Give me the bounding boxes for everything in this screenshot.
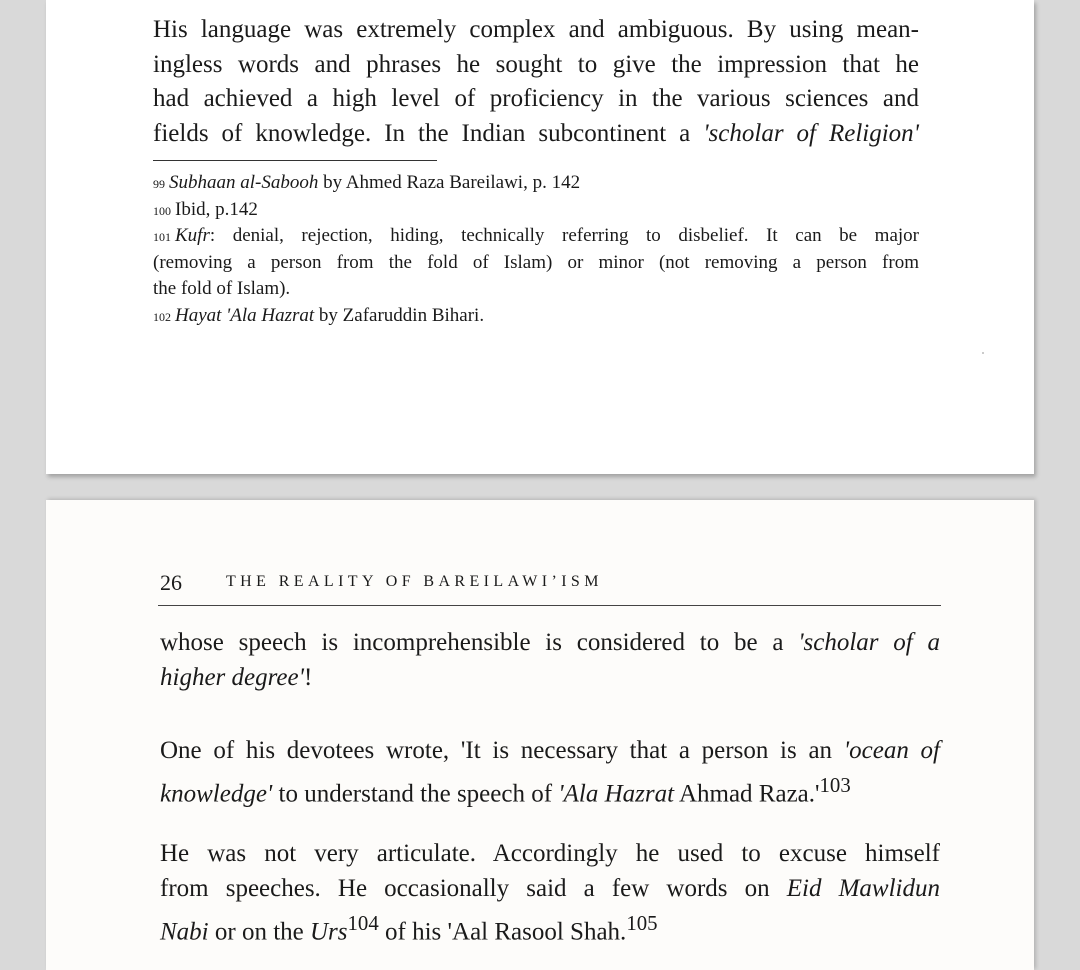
paragraph-2-line-2	[160, 768, 940, 811]
footnote-102	[153, 303, 919, 330]
paragraph-text: Ahmad Raza.'	[674, 780, 820, 808]
paragraph-2-line-1	[160, 733, 940, 768]
paragraph-text: whose speech is incomprehensible is considered to be a	[160, 629, 799, 656]
ala-hazrat-phrase: 'Ala Hazrat	[558, 780, 675, 808]
footnote-101	[153, 223, 919, 303]
paragraph-text: from speeches. He occasionally said a few words on	[160, 875, 787, 902]
top-paragraph-line-2: ingless words and phrases he sought to give the impression that he	[153, 50, 919, 78]
scholar-of-a-higher-degree-phrase: 'scholar of a	[798, 629, 940, 656]
knowledge-phrase: knowledge'	[160, 780, 273, 808]
paragraph-text: to understand the speech of	[272, 780, 559, 808]
footnote-ref-105: 105	[626, 911, 658, 935]
footnote-title: Hayat 'Ala Hazrat	[175, 304, 315, 326]
top-paragraph	[153, 13, 919, 151]
higher-degree-phrase: higher degree'	[160, 664, 304, 691]
footnote-ref-103: 103	[819, 773, 851, 797]
page-top	[46, 0, 1034, 474]
page-speck	[982, 352, 984, 354]
running-title: THE REALITY OF BAREILAWI’ISM	[226, 573, 603, 590]
urs-phrase: Urs	[310, 918, 348, 946]
paragraph-text: One of his devotees wrote, 'It is necessary that a person is an	[160, 737, 844, 764]
top-paragraph-line-1: His language was extremely complex and ambiguous. By using mean-	[153, 16, 919, 43]
footnote-100	[153, 197, 919, 224]
paragraph-3-line-2	[160, 871, 940, 906]
scholar-of-religion-phrase: 'scholar of Religion'	[703, 119, 919, 147]
ocean-of-phrase: 'ocean of	[843, 737, 940, 764]
footnote-101-line-2: (removing a person from the fold of Islam) or minor (not removing a person from	[153, 251, 919, 273]
page-number: 26	[160, 570, 182, 595]
footnote-number: 100	[153, 203, 171, 218]
footnote-title: Subhaan al-Sabooh	[169, 172, 319, 193]
top-paragraph-line-4-text: fields of knowledge. In the Indian subcontinent a	[153, 119, 704, 147]
footnote-text: Ibid, p.142	[175, 198, 258, 220]
eid-mawlidun-phrase: Eid Mawlidun	[786, 875, 941, 902]
footnote-number: 99	[153, 177, 165, 191]
page-bottom	[46, 500, 1034, 970]
paragraph-3-line-3	[160, 906, 940, 949]
footnote-number: 101	[153, 230, 171, 244]
footnote-101-line-1	[153, 223, 919, 250]
running-head-rule	[158, 605, 941, 606]
paragraph-1	[160, 625, 940, 695]
footnote-text: by Ahmed Raza Bareilawi, p. 142	[318, 172, 581, 193]
paragraph-2	[160, 733, 940, 811]
paragraph-1-line-1	[160, 625, 940, 660]
paragraph-3-line-1: He was not very articulate. Accordingly he used to excuse himself	[160, 840, 940, 867]
top-paragraph-line-3: had achieved a high level of proficiency in the various sciences and	[153, 85, 919, 112]
footnote-term: Kufr	[175, 225, 210, 246]
footnote-101-line-3: the fold of Islam).	[153, 278, 291, 299]
footnote-ref-104: 104	[347, 911, 379, 935]
running-head	[160, 570, 940, 604]
top-paragraph-line-4	[153, 117, 919, 152]
footnote-number: 102	[153, 309, 171, 324]
footnotes	[153, 170, 919, 329]
paragraph-text: of his 'Aal Rasool Shah.	[378, 918, 627, 946]
paragraph-text: !	[303, 664, 313, 691]
paragraph-3	[160, 836, 940, 949]
footnote-99	[153, 170, 919, 197]
footnote-text: by Zafaruddin Bihari.	[314, 304, 485, 326]
paragraph-text: or on the	[208, 918, 310, 946]
footnote-rule	[153, 160, 437, 161]
nabi-phrase: Nabi	[160, 918, 209, 946]
paragraph-1-line-2	[160, 660, 940, 695]
footnote-text: : denial, rejection, hiding, technically referring to disbelief. It can be major	[209, 225, 919, 246]
